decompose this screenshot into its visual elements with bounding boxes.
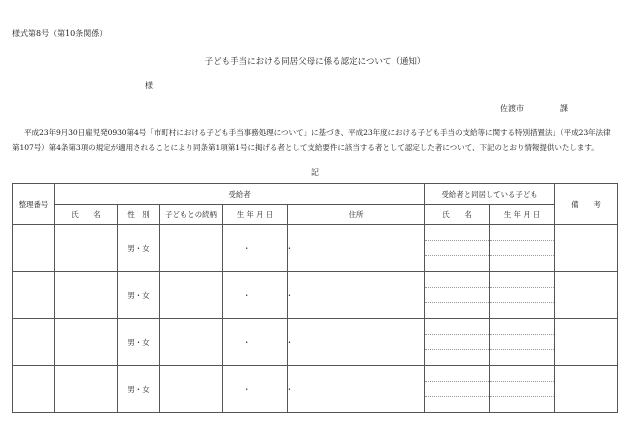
header-biko: 備 考 [555,184,618,225]
cell-seiri[interactable] [13,225,55,272]
header-dob: 生 年 月 日 [223,205,288,225]
subheader-row [13,205,618,225]
cell-dob [223,272,308,319]
sender-dept: 課 [560,104,568,113]
cell-gender: 男・女 [118,272,160,319]
cell-relation[interactable] [160,319,223,366]
header-name: 氏 名 [55,205,118,225]
cell-address[interactable] [288,366,425,413]
dob-dots: ・ ・ [243,290,308,300]
addressee-suffix: 様 [145,81,153,90]
cell-name[interactable] [55,319,118,366]
cell-name[interactable] [55,366,118,413]
cell-child-name[interactable] [425,272,490,319]
header-gender: 性 別 [118,205,160,225]
sender-city: 佐渡市 [500,104,524,113]
header-recipient: 受給者 [55,184,425,205]
cell-gender: 男・女 [118,366,160,413]
cell-child-dob[interactable] [490,319,555,366]
cell-dob [223,225,308,272]
cell-address[interactable] [288,225,425,272]
header-address: 住所 [288,205,425,225]
cell-child-name[interactable] [425,225,490,272]
sender [500,103,568,114]
cell-biko[interactable] [555,366,618,413]
cell-child-name[interactable] [425,366,490,413]
cell-gender: 男・女 [118,319,160,366]
cell-relation[interactable] [160,225,223,272]
header-children: 受給者と同居している子ども [425,184,555,205]
ki-marker: 記 [311,168,319,177]
dob-dots: ・ ・ [243,384,308,394]
cell-address[interactable] [288,319,425,366]
table-row [13,225,618,272]
cell-biko[interactable] [555,319,618,366]
document-title: 子ども手当における同居父母に係る認定について（通知） [204,57,426,67]
cell-biko[interactable] [555,272,618,319]
dob-dots: ・ ・ [243,243,308,253]
dob-dots: ・ ・ [243,337,308,347]
recipient-table [12,183,618,413]
table-row [13,319,618,366]
body-paragraph: 平成23年9月30日雇児発0930第4号「市町村における子ども手当事務処理について」に基づき、平成23年度における子ども手当の支給等に関する特別措置法」（平成23年法律第107号）第4条第3項の規定が適用されることにより同条第1項第1号に掲げる者として支給要件に該当する者として認定した者について、下記のとおり情報提供いたします。 [12,128,611,152]
cell-seiri[interactable] [13,319,55,366]
cell-seiri[interactable] [13,272,55,319]
cell-dob [223,319,308,366]
header-child-name: 氏 名 [425,205,490,225]
cell-gender: 男・女 [118,225,160,272]
cell-child-dob[interactable] [490,366,555,413]
cell-child-name[interactable] [425,319,490,366]
header-relation: 子どもとの続柄 [160,205,223,225]
cell-child-dob[interactable] [490,272,555,319]
cell-biko[interactable] [555,225,618,272]
form-number: 様式第8号（第10条関係） [12,29,108,38]
cell-relation[interactable] [160,272,223,319]
cell-relation[interactable] [160,366,223,413]
cell-name[interactable] [55,272,118,319]
header-row [13,184,618,205]
header-seiri: 整理番号 [13,184,55,225]
cell-dob [223,366,308,413]
table-row [13,272,618,319]
header-child-dob: 生 年 月 日 [490,205,555,225]
cell-address[interactable] [288,272,425,319]
table-row [13,366,618,413]
cell-seiri[interactable] [13,366,55,413]
cell-child-dob[interactable] [490,225,555,272]
cell-name[interactable] [55,225,118,272]
